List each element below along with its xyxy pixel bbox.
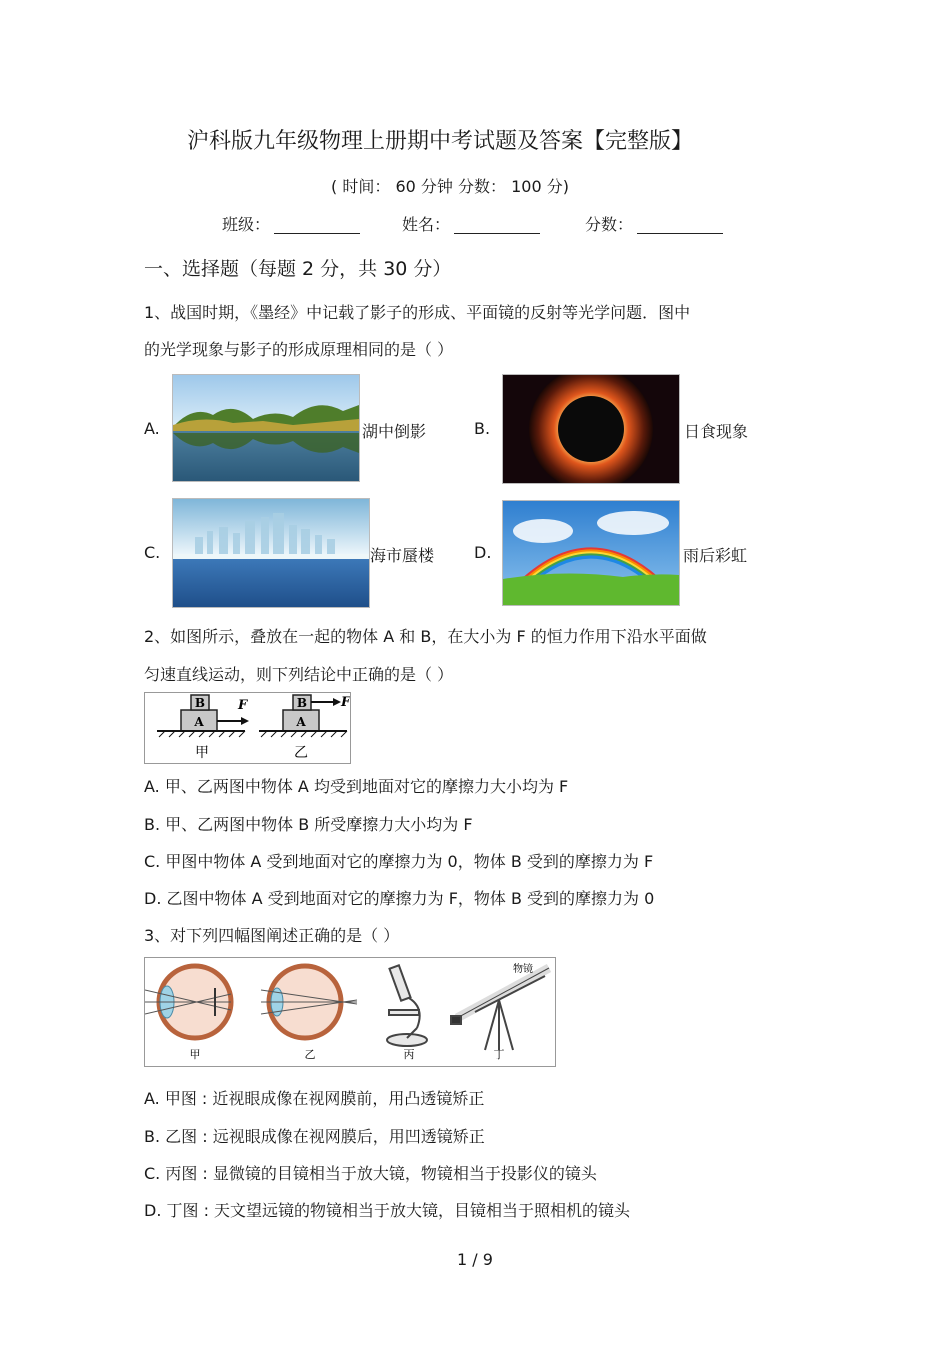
q1-option-d-caption: 雨后彩虹 [683,546,748,565]
section-heading: 一、选择题（每题 2 分，共 30 分） [144,258,452,280]
class-field [222,212,360,235]
name-label: 姓名： [402,215,451,234]
q2-option-b: B. 甲、乙两图中物体 B 所受摩擦力大小均为 F [144,815,473,834]
q2-option-d: D. 乙图中物体 A 受到地面对它的摩擦力为 F，物体 B 受到的摩擦力为 0 [144,889,655,908]
q1-text-line2: 的光学现象与影子的形成原理相同的是（ ） [144,340,454,359]
block-a-label-yi: A [296,715,306,729]
solar-eclipse-image [502,374,680,484]
q2-option-a: A. 甲、乙两图中物体 A 均受到地面对它的摩擦力大小均为 F [144,777,569,796]
figure-label-bing: 丙 [403,1048,415,1061]
q1-option-b-caption: 日食现象 [684,422,749,441]
force-label-yi: F [341,695,350,710]
name-blank [454,215,540,234]
block-b-label-yi: B [296,696,308,710]
q1-text-line1: 1、战国时期，《墨经》中记载了影子的形成、平面镜的反射等光学问题．图中 [144,303,691,322]
page-title: 沪科版九年级物理上册期中考试题及答案【完整版】 [186,129,693,154]
q1-option-a-caption: 湖中倒影 [362,422,427,441]
score-field [585,212,723,235]
page-number: 1 / 9 [457,1250,493,1269]
telescope-icon [451,968,549,1050]
q3-option-c: C. 丙图 : 显微镜的目镜相当于放大镜，物镜相当于投影仪的镜头 [144,1164,597,1183]
q1-option-a-letter: A. [144,419,160,438]
eye-diagram-yi [261,966,357,1038]
eye-diagram-jia [145,966,231,1038]
q1-option-b-letter: B. [474,419,491,438]
q2-text-line2: 匀速直线运动，则下列结论中正确的是（ ） [144,665,454,684]
score-label: 分数： [585,215,634,234]
q2-option-c: C. 甲图中物体 A 受到地面对它的摩擦力为 0，物体 B 受到的摩擦力为 F [144,852,654,871]
figure-label-yi: 乙 [304,1048,316,1061]
block-a-label-jia: A [194,715,204,729]
microscope-icon [387,965,427,1046]
q1-option-d-letter: D. [474,543,492,562]
q3-option-b: B. 乙图 : 远视眼成像在视网膜后，用凹透镜矫正 [144,1127,485,1146]
mirage-image [172,498,370,608]
class-blank [274,215,360,234]
figure-label-ding: 丁 [493,1048,505,1061]
block-b-label-jia: B [194,696,206,710]
force-label-jia: F [238,698,248,713]
optics-figure [144,957,556,1067]
label-jia: 甲 [195,745,209,761]
q3-text-line1: 3、对下列四幅图阐述正确的是（ ） [144,926,400,945]
q3-option-d: D. 丁图 : 天文望远镜的物镜相当于放大镜，目镜相当于照相机的镜头 [144,1201,631,1220]
rainbow-image [502,500,680,606]
label-yi: 乙 [294,745,308,761]
q2-text-line1: 2、如图所示，叠放在一起的物体 A 和 B，在大小为 F 的恒力作用下沿水平面做 [144,627,707,646]
q3-option-a: A. 甲图 : 近视眼成像在视网膜前，用凸透镜矫正 [144,1089,485,1108]
score-blank [637,215,723,234]
q1-option-c-caption: 海市蜃楼 [370,546,435,565]
q1-option-c-letter: C. [144,543,161,562]
figure-label-jia: 甲 [189,1048,201,1061]
name-field [402,212,540,235]
class-label: 班级： [222,215,271,234]
lake-reflection-image [172,374,360,482]
exam-time-score: ( 时间： 60 分钟 分数： 100 分) [331,177,569,196]
stacked-blocks-figure [144,692,351,764]
objective-lens-label: 物镜 [513,964,533,975]
